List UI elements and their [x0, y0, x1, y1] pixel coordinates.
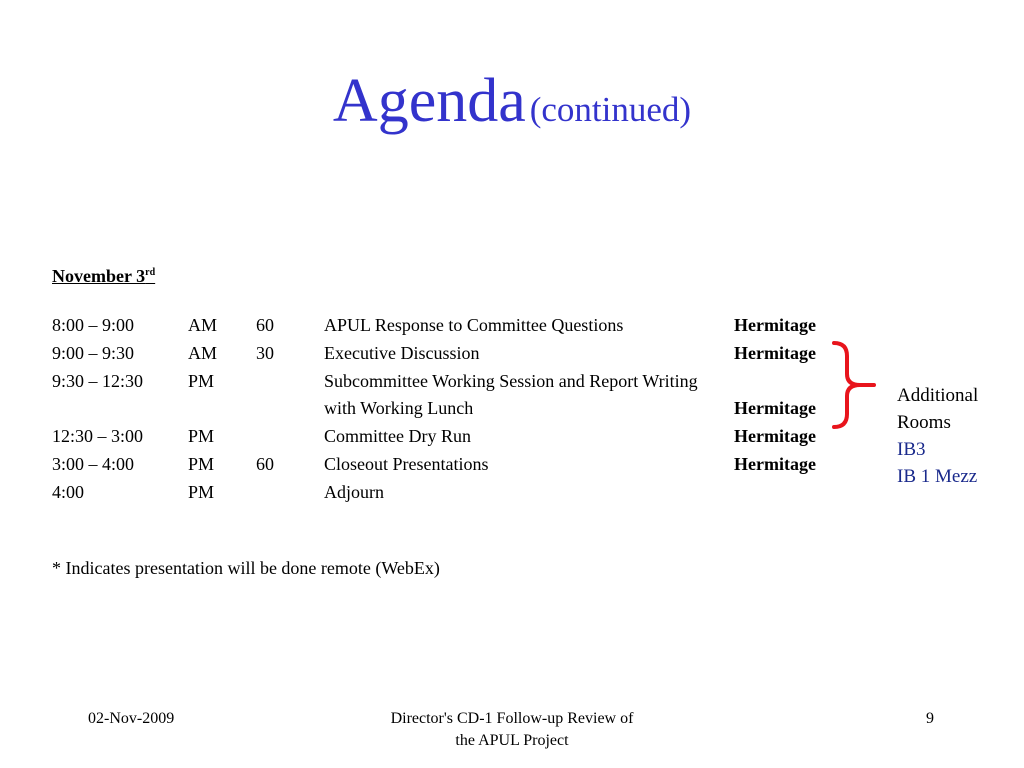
agenda-row: [0, 368, 840, 395]
slide-title: [0, 66, 1024, 145]
row-minutes: 30: [256, 343, 274, 363]
row-description: Executive Discussion: [324, 343, 480, 363]
row-ampm: PM: [188, 371, 215, 391]
footer-date: 02-Nov-2009: [88, 710, 175, 727]
footer-center: [352, 708, 672, 752]
title-main: Agenda: [332, 67, 526, 135]
row-room: Hermitage: [734, 454, 816, 474]
row-ampm: PM: [188, 454, 215, 474]
row-time: 9:00 – 9:30: [52, 343, 135, 363]
row-description: with Working Lunch: [324, 398, 474, 418]
row-time: 9:30 – 12:30: [52, 371, 144, 391]
curly-brace-icon: [830, 340, 878, 430]
row-room: Hermitage: [734, 398, 816, 418]
row-time: 3:00 – 4:00: [52, 454, 135, 474]
agenda-row: [0, 423, 840, 450]
row-room: Hermitage: [734, 315, 816, 335]
agenda-row: [0, 312, 840, 339]
agenda-row: [0, 451, 840, 478]
row-description: Committee Dry Run: [324, 426, 471, 446]
row-ampm: AM: [188, 315, 218, 335]
footer-center-line1: Director's CD-1 Follow-up Review of: [390, 710, 634, 727]
additional-rooms-label-line2: Rooms: [897, 412, 951, 433]
row-ampm: PM: [188, 482, 215, 502]
room-ib1-mezz: IB 1 Mezz: [897, 466, 978, 487]
row-room: Hermitage: [734, 343, 816, 363]
agenda-row: [0, 340, 840, 367]
additional-rooms: [897, 382, 978, 490]
row-time: 12:30 – 3:00: [52, 426, 144, 446]
page-number: 9: [926, 710, 934, 727]
title-subtitle: (continued): [529, 90, 692, 129]
row-ampm: AM: [188, 343, 218, 363]
row-minutes: 60: [256, 454, 274, 474]
date-label: November 3: [52, 266, 146, 286]
row-description: Subcommittee Working Session and Report Writing: [324, 371, 698, 391]
agenda-row: [0, 479, 840, 506]
footnote: * Indicates presentation will be done remote (WebEx): [52, 558, 440, 578]
row-description: Closeout Presentations: [324, 454, 489, 474]
row-time: 8:00 – 9:00: [52, 315, 135, 335]
row-description: Adjourn: [324, 482, 384, 502]
additional-rooms-label-line1: Additional: [897, 385, 979, 406]
row-minutes: 60: [256, 315, 274, 335]
agenda-date-heading: [52, 264, 155, 288]
date-suffix: rd: [145, 267, 156, 278]
footer-center-line2: the APUL Project: [455, 732, 569, 749]
row-description: APUL Response to Committee Questions: [324, 315, 624, 335]
room-ib3: IB3: [897, 439, 926, 460]
row-ampm: PM: [188, 426, 215, 446]
agenda-table: [0, 312, 840, 512]
row-time: 4:00: [52, 482, 85, 502]
agenda-row: [0, 395, 840, 422]
row-room: Hermitage: [734, 426, 816, 446]
